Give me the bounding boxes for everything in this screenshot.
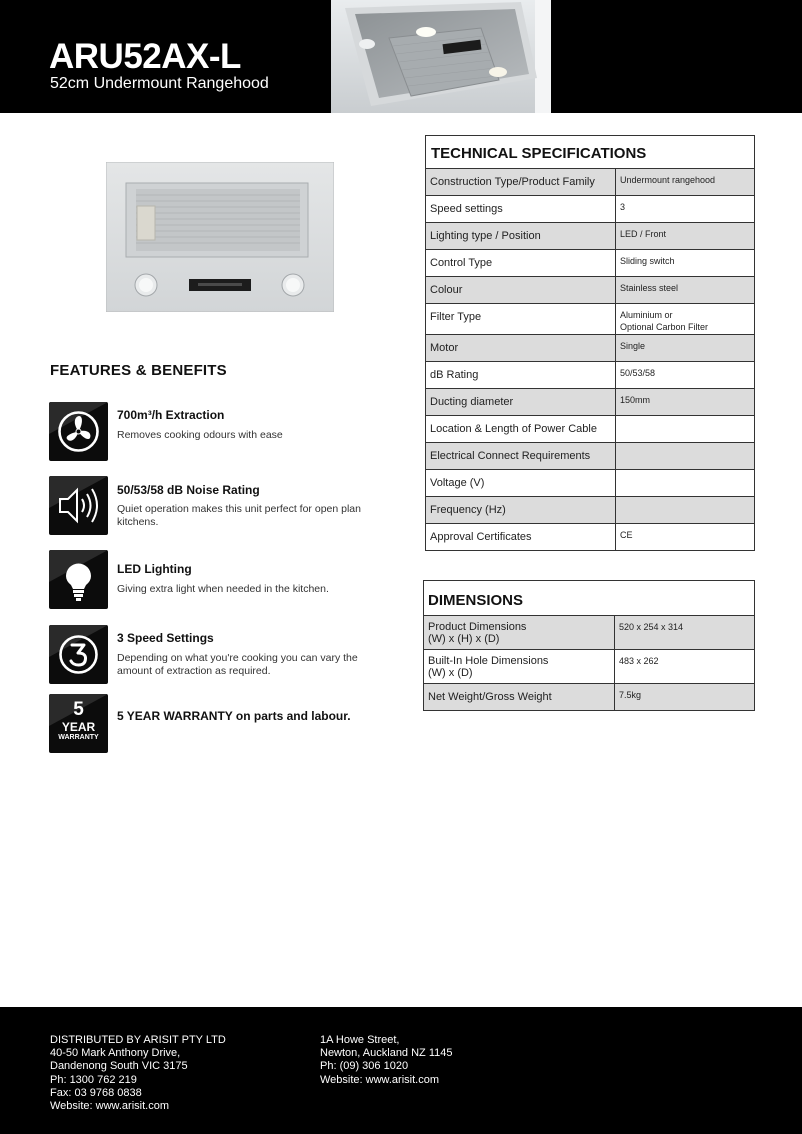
number-three-icon: [49, 625, 108, 684]
spec-value-line: Aluminium or: [620, 310, 673, 320]
table-row: [426, 223, 754, 250]
spec-label: Voltage (V): [426, 470, 616, 496]
footer-website-link[interactable]: Website: www.arisit.com: [50, 1100, 169, 1113]
spec-value: 50/53/58: [620, 368, 656, 378]
warranty-badge-number: 5: [73, 699, 84, 720]
spec-label: Lighting type / Position: [426, 223, 616, 249]
spec-value: Sliding switch: [620, 256, 675, 266]
spec-value-line: Optional Carbon Filter: [620, 322, 709, 332]
spec-value: [616, 304, 754, 334]
table-row: [426, 443, 754, 470]
spec-value: Undermount rangehood: [620, 175, 716, 185]
dimension-value: 7.5kg: [619, 690, 642, 700]
specs-heading: TECHNICAL SPECIFICATIONS: [426, 136, 754, 169]
product-subtitle: 52cm Undermount Rangehood: [50, 75, 269, 92]
feature-title-noise: 50/53/58 dB Noise Rating: [117, 483, 260, 497]
table-row: [426, 335, 754, 362]
spec-label: Location & Length of Power Cable: [426, 416, 616, 442]
product-image: [106, 162, 334, 312]
table-row: [426, 196, 754, 223]
feature-title-speed: 3 Speed Settings: [117, 631, 214, 645]
spec-value: [616, 416, 754, 442]
speaker-icon: [49, 476, 108, 535]
table-row: [426, 497, 754, 524]
footer-line: Ph: 1300 762 219: [50, 1073, 137, 1086]
dimension-label-line: Product Dimensions: [428, 621, 527, 633]
spec-label: Motor: [426, 335, 616, 361]
footer-website-link[interactable]: Website: www.arisit.com: [320, 1073, 439, 1086]
feature-desc-extraction: Removes cooking odours with ease: [117, 429, 283, 441]
footer-line: Fax: 03 9768 0838: [50, 1086, 142, 1099]
table-row: [426, 304, 754, 335]
feature-title-warranty: 5 YEAR WARRANTY on parts and labour.: [117, 709, 351, 723]
model-number: ARU52AX-L: [49, 37, 241, 76]
table-row: [426, 416, 754, 443]
feature-desc-led: Giving extra light when needed in the kitchen.: [117, 583, 329, 595]
spec-label: Electrical Connect Requirements: [426, 443, 616, 469]
table-row: [426, 524, 754, 550]
spec-label: dB Rating: [426, 362, 616, 388]
header-banner: [0, 0, 802, 113]
rangehood-installed-photo: [331, 0, 551, 113]
footer-line: DISTRIBUTED BY ARISIT PTY LTD: [50, 1034, 226, 1046]
spec-label: Speed settings: [426, 196, 616, 222]
footer: [0, 1007, 802, 1134]
dimension-value: 483 x 262: [619, 656, 659, 666]
dimension-label: [424, 616, 615, 649]
spec-label: Ducting diameter: [426, 389, 616, 415]
table-row: [426, 389, 754, 416]
footer-australia-contact: [50, 1034, 226, 1113]
warranty-badge-year: YEAR: [61, 720, 96, 734]
feature-desc-speed: Depending on what you're cooking you can vary the amount of extraction as required.: [117, 652, 358, 677]
spec-value: Stainless steel: [620, 283, 679, 293]
dimension-label: [424, 650, 615, 683]
dimension-value: 520 x 254 x 314: [619, 622, 684, 632]
spec-label: Filter Type: [426, 304, 616, 334]
spec-value: [616, 497, 754, 523]
feature-desc-noise: Quiet operation makes this unit perfect for open plan kitchens.: [117, 503, 361, 528]
footer-line: 40-50 Mark Anthony Drive,: [50, 1047, 181, 1060]
light-bulb-icon: [49, 550, 108, 609]
spec-value: [616, 443, 754, 469]
dimension-label: Net Weight/Gross Weight: [424, 684, 615, 710]
footer-line: 1A Howe Street,: [320, 1034, 400, 1046]
table-row: [426, 169, 754, 196]
technical-specifications-table: [425, 135, 755, 551]
table-row: [426, 250, 754, 277]
feature-title-led: LED Lighting: [117, 562, 192, 576]
feature-title-extraction: 700m³/h Extraction: [117, 408, 225, 422]
table-row: [424, 650, 754, 684]
dimension-label-line: (W) x (D): [428, 667, 473, 679]
spec-value: CE: [620, 530, 633, 540]
spec-value: LED / Front: [620, 229, 667, 239]
table-row: [424, 684, 754, 710]
footer-line: Dandenong South VIC 3175: [50, 1060, 188, 1073]
header-right-panel: [551, 0, 802, 113]
spec-value: 3: [620, 202, 626, 212]
table-row: [424, 616, 754, 650]
features-heading: FEATURES & BENEFITS: [50, 362, 227, 379]
spec-value: [616, 470, 754, 496]
footer-line: Newton, Auckland NZ 1145: [320, 1047, 453, 1060]
spec-label: Frequency (Hz): [426, 497, 616, 523]
spec-label: Approval Certificates: [426, 524, 616, 550]
spec-value: 150mm: [620, 395, 651, 405]
spec-label: Colour: [426, 277, 616, 303]
dimension-label-line: (W) x (H) x (D): [428, 633, 500, 645]
fan-icon: [49, 402, 108, 461]
table-row: [426, 362, 754, 389]
footer-line: Ph: (09) 306 1020: [320, 1060, 409, 1073]
warranty-icon: [49, 694, 108, 753]
footer-nz-contact: [320, 1034, 452, 1087]
dimension-label-line: Built-In Hole Dimensions: [428, 655, 549, 667]
dimensions-heading: DIMENSIONS: [424, 581, 754, 616]
table-row: [426, 277, 754, 304]
warranty-badge-text: WARRANTY: [58, 734, 99, 741]
spec-value: Single: [620, 341, 646, 351]
spec-label: Construction Type/Product Family: [426, 169, 616, 195]
spec-label: Control Type: [426, 250, 616, 276]
dimensions-table: [423, 580, 755, 711]
table-row: [426, 470, 754, 497]
